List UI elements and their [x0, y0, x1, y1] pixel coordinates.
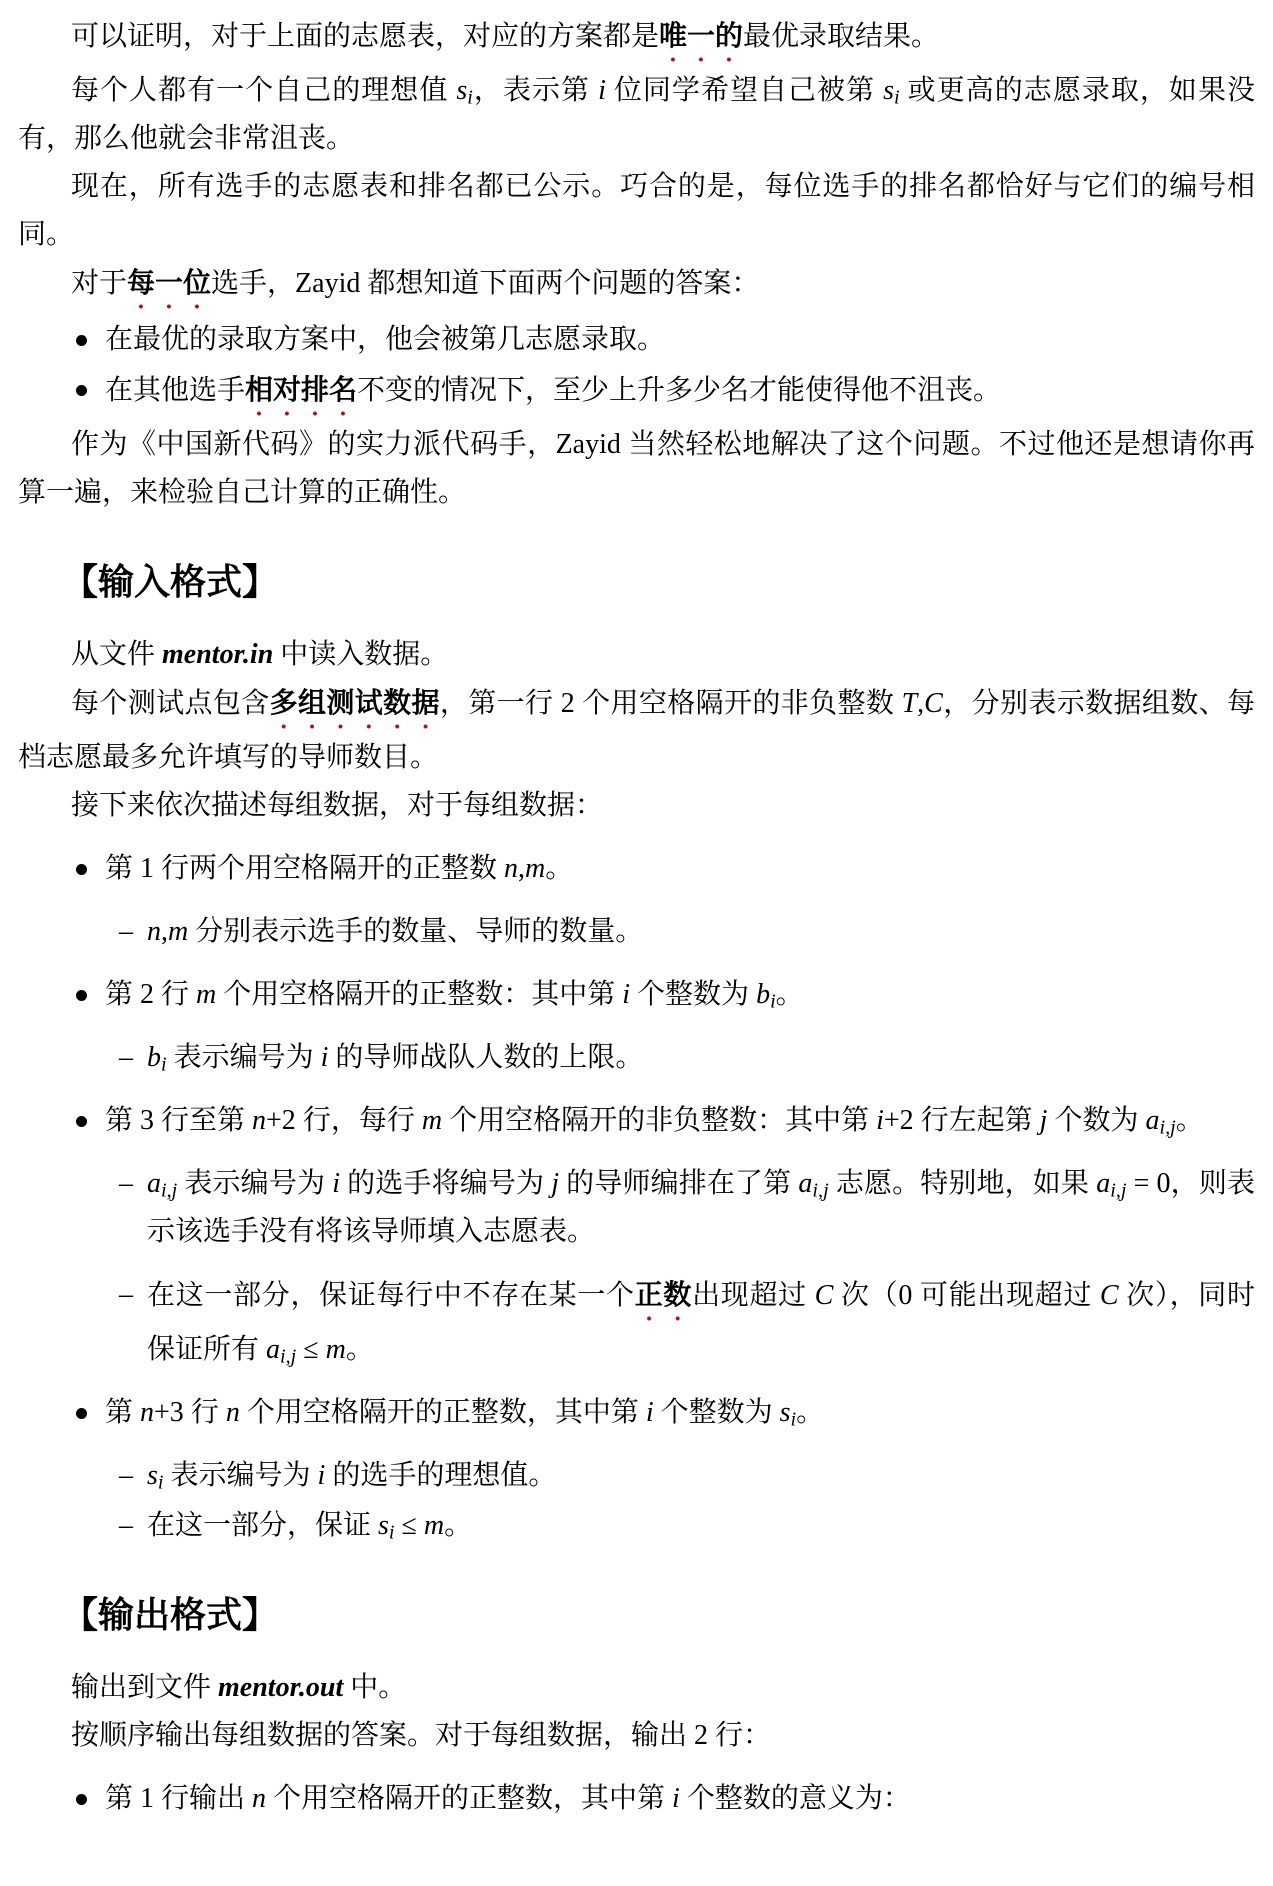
math-inline: C: [1099, 1280, 1119, 1311]
text-span: 。: [796, 1397, 825, 1428]
math-inline: n: [252, 1783, 267, 1814]
bullet-icon: [76, 990, 87, 1001]
text-span: 第: [105, 1397, 141, 1428]
math-inline: i: [332, 1168, 341, 1199]
text-run: [147, 1168, 1255, 1247]
text-run: [105, 1105, 1204, 1139]
text-run: [18, 171, 1255, 250]
section-heading: 【输出格式】: [62, 1594, 279, 1635]
text-span: 在最优的录取方案中，他会被第几志愿录取。: [105, 324, 666, 355]
math-inline: $a_{i,j} = 0$: [1096, 1168, 1171, 1202]
text-run: [147, 1042, 644, 1076]
text-span: 表示编号为: [166, 1042, 321, 1073]
text-run: [18, 75, 1255, 154]
bullet-icon: [76, 1116, 87, 1127]
dash-icon: –: [119, 1042, 133, 1073]
text-span: 行: [183, 1397, 226, 1428]
dash-item: [18, 1271, 1255, 1374]
text-span: 不变的情况下，至少上升多少名才能使得他不沮丧。: [357, 375, 1002, 406]
text-run: [147, 1510, 473, 1544]
dash-icon: –: [119, 1460, 133, 1491]
text-span: 的导师编排在了第: [559, 1168, 799, 1199]
math-inline: $s_i$: [147, 1460, 164, 1494]
math-inline: $s_i$: [883, 75, 900, 109]
filename: mentor.in: [162, 639, 274, 670]
math-inline: $s_i \le m$: [378, 1510, 445, 1544]
text-span: 。: [545, 853, 574, 884]
bullet-icon: [76, 1794, 87, 1805]
math-inline: C: [814, 1280, 834, 1311]
text-span: 个用空格隔开的非负整数：其中第: [442, 1105, 877, 1136]
bullet-item: [18, 1389, 1255, 1437]
text-span: 每个测试点包含: [71, 688, 270, 719]
text-span: 第 1 行输出: [105, 1783, 253, 1814]
text-span: 的导师战队人数的上限。: [328, 1042, 644, 1073]
text-span: 个用空格隔开的正整数，其中第: [266, 1783, 673, 1814]
text-span: 在这一部分，保证每行中不存在某一个: [147, 1280, 635, 1311]
text-run: [71, 1720, 771, 1751]
section-heading: 【输入格式】: [62, 561, 279, 602]
text-run: [71, 639, 448, 670]
bullet-icon: [76, 385, 87, 396]
text-span: 的选手的理想值。: [325, 1460, 557, 1491]
dash-item: [18, 1502, 1255, 1550]
paragraph: [18, 163, 1255, 259]
paragraph: [18, 1664, 1255, 1712]
text-run: [147, 1460, 557, 1494]
math-inline: n,m: [147, 916, 189, 947]
text-span: 在这一部分，保证: [147, 1510, 379, 1541]
math-inline: $s_i$: [779, 1397, 797, 1431]
text-run: [147, 916, 643, 947]
text-span: 位同学希望自己被第: [605, 75, 884, 106]
text-run: [71, 268, 759, 299]
bullet-item: [18, 1097, 1255, 1145]
math-inline: j: [1039, 1105, 1048, 1136]
text-run: [71, 21, 939, 52]
emphasized-text: 每一位: [127, 267, 212, 298]
bullet-item: [18, 971, 1255, 1019]
text-span: 从文件: [71, 639, 163, 670]
problem-statement: [18, 12, 1255, 1823]
text-span: ，第一行 2 个用空格隔开的非负整数: [439, 688, 902, 719]
bullet-icon: [76, 1408, 87, 1419]
dash-icon: –: [119, 1510, 133, 1541]
text-span: 志愿。特别地，如果: [828, 1168, 1097, 1199]
text-run: [105, 1783, 911, 1814]
math-inline: m: [196, 979, 217, 1010]
dash-icon: –: [119, 1279, 133, 1310]
math-inline: $a_{i,j} \le m$: [266, 1334, 346, 1368]
math-inline: T,C: [901, 688, 943, 719]
text-span: 个整数为: [653, 1397, 780, 1428]
text-run: [71, 790, 603, 821]
text-span: 。: [775, 979, 804, 1010]
bullet-item: [18, 316, 1255, 364]
math-inline: $b_i$: [147, 1042, 167, 1076]
text-run: [105, 979, 804, 1013]
text-span: 第 2 行: [105, 979, 197, 1010]
bullet-item: [18, 845, 1255, 893]
math-inline: i: [622, 979, 631, 1010]
text-span: 第 1 行两个用空格隔开的正整数: [105, 853, 505, 884]
text-span: 按顺序输出每组数据的答案。对于每组数据，输出 2 行：: [71, 1720, 772, 1751]
text-span: 现在，所有选手的志愿表和排名都已公示。巧合的是，每位选手的排名都恰好与它们的编号相同。: [18, 171, 1255, 250]
math-inline: i: [645, 1397, 654, 1428]
text-span: 第 3 行至第: [105, 1105, 253, 1136]
text-run: [18, 688, 1255, 773]
text-span: 的选手将编号为: [340, 1168, 552, 1199]
text-span: 个整数为: [630, 979, 757, 1010]
emphasized-text: 唯一的: [659, 20, 744, 51]
math-inline: n,m: [504, 853, 546, 884]
paragraph: [18, 1712, 1255, 1760]
text-run: [18, 429, 1255, 508]
text-span: 最优录取结果。: [743, 21, 940, 52]
math-inline: n: [225, 1397, 240, 1428]
text-span: 中读入数据。: [273, 639, 449, 670]
text-span: 出现超过: [692, 1280, 815, 1311]
text-span: 输出到文件: [71, 1672, 219, 1703]
paragraph: [18, 679, 1255, 782]
text-span: 接下来依次描述每组数据，对于每组数据：: [71, 790, 604, 821]
math-inline: $a_{i,j}$: [147, 1168, 178, 1202]
text-span: ，分别表示数据组数、每档志愿最多允许填写的导师数目。: [18, 688, 1255, 773]
text-span: 个数为: [1047, 1105, 1146, 1136]
text-span: 对于: [71, 268, 128, 299]
text-span: 中。: [343, 1672, 407, 1703]
text-span: 可以证明，对于上面的志愿表，对应的方案都是: [71, 21, 660, 52]
text-span: 个用空格隔开的正整数，其中第: [239, 1397, 646, 1428]
dash-item: [18, 908, 1255, 956]
emphasized-text: 相对排名: [245, 374, 358, 405]
emphasized-text: 多组测试数据: [269, 687, 440, 718]
math-inline: n+2: [252, 1105, 296, 1136]
text-run: [105, 324, 665, 355]
text-span: 分别表示选手的数量、导师的数量。: [188, 916, 644, 947]
text-span: 在其他选手: [105, 375, 246, 406]
text-span: 次（0 可能出现超过: [833, 1280, 1100, 1311]
paragraph: [18, 259, 1255, 314]
text-span: 表示编号为: [177, 1168, 333, 1199]
dash-item: [18, 1452, 1255, 1500]
text-run: [105, 375, 1001, 406]
math-inline: j: [551, 1168, 560, 1199]
emphasized-text: 正数: [634, 1279, 693, 1310]
math-inline: i: [598, 75, 606, 106]
math-inline: $b_i$: [756, 979, 776, 1013]
text-span: 次），同时保证所有: [147, 1280, 1255, 1365]
text-span: ，表示第: [472, 75, 599, 106]
paragraph: [18, 67, 1255, 163]
dash-icon: –: [119, 1168, 133, 1199]
filename: mentor.out: [218, 1672, 344, 1703]
text-run: [105, 853, 573, 884]
text-span: 作为《中国新代码》的实力派代码手，Zayid 当然轻松地解决了这个问题。不过他还是想请你再算一遍，来检验自己计算的正确性。: [18, 429, 1255, 508]
text-span: ，则表示该选手没有将该导师填入志愿表。: [147, 1168, 1255, 1247]
text-span: 每个人都有一个自己的理想值: [71, 75, 457, 106]
text-run: [147, 1279, 1255, 1368]
math-inline: i: [320, 1042, 329, 1073]
text-run: [105, 1397, 825, 1431]
paragraph: [18, 782, 1255, 830]
text-span: 。: [444, 1510, 473, 1541]
text-span: 或更高的志愿录取，如果没有，那么他就会非常沮丧。: [18, 75, 1255, 154]
text-run: [71, 1672, 406, 1703]
text-span: 个用空格隔开的正整数：其中第: [216, 979, 623, 1010]
math-inline: i+2: [876, 1105, 914, 1136]
text-span: 表示编号为: [163, 1460, 318, 1491]
text-span: 。: [1175, 1105, 1204, 1136]
math-inline: i: [672, 1783, 680, 1814]
text-span: 选手，Zayid 都想知道下面两个问题的答案：: [211, 268, 760, 299]
text-span: 个整数的意义为：: [679, 1783, 911, 1814]
bullet-icon: [76, 335, 87, 346]
math-inline: n+3: [140, 1397, 184, 1428]
bullet-icon: [76, 864, 87, 875]
text-span: 行，每行: [295, 1105, 422, 1136]
math-inline: $s_i$: [456, 75, 473, 109]
math-inline: $a_{i,j}$: [1145, 1105, 1176, 1139]
dash-item: [18, 1034, 1255, 1082]
text-span: 行左起第: [913, 1105, 1040, 1136]
paragraph: [18, 12, 1255, 67]
math-inline: i: [317, 1460, 326, 1491]
dash-item: [18, 1160, 1255, 1256]
paragraph: [18, 421, 1255, 517]
paragraph: [18, 631, 1255, 679]
math-inline: m: [421, 1105, 443, 1136]
text-span: 。: [345, 1334, 374, 1365]
dash-icon: –: [119, 916, 133, 947]
math-inline: $a_{i,j}$: [798, 1168, 829, 1202]
bullet-item: [18, 1775, 1255, 1823]
bullet-item: [18, 366, 1255, 421]
